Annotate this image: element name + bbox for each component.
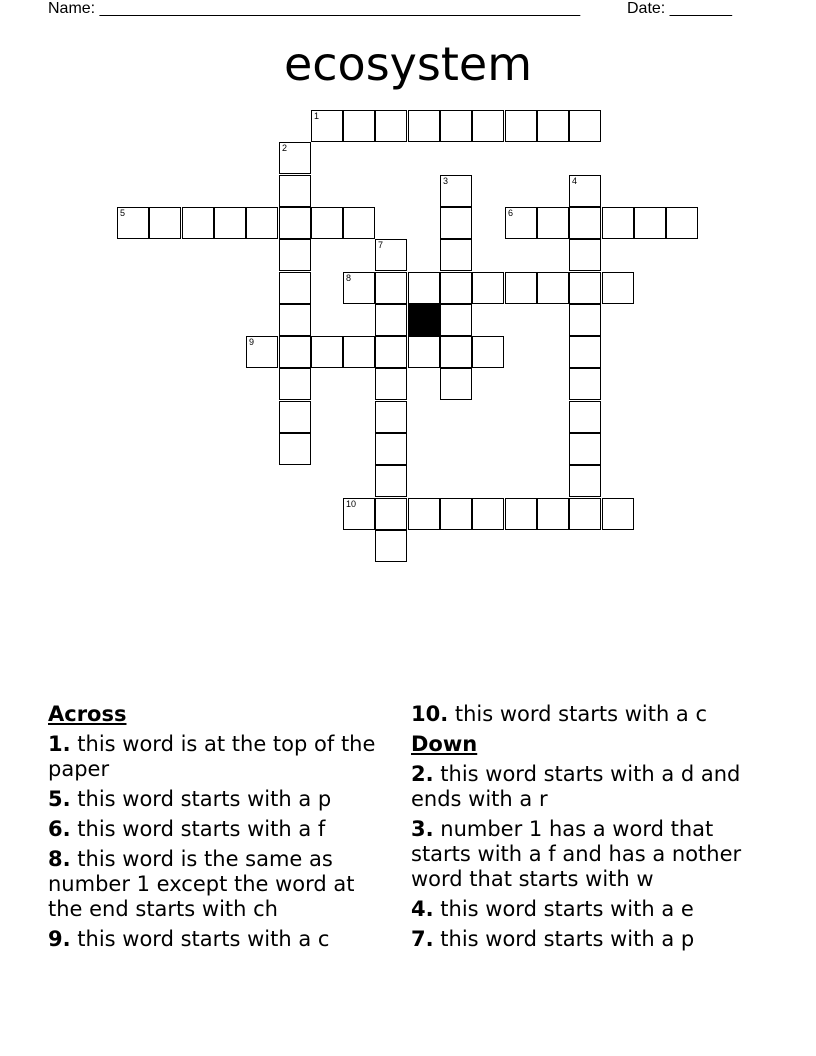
grid-cell[interactable] (375, 239, 407, 271)
grid-cell[interactable] (311, 336, 343, 368)
grid-cell[interactable] (117, 207, 149, 239)
grid-cell[interactable] (569, 465, 601, 497)
grid-cell[interactable] (279, 336, 311, 368)
grid-cell[interactable] (440, 368, 472, 400)
grid-cell[interactable] (537, 207, 569, 239)
clue-across-5: 5. this word starts with a p (48, 787, 332, 811)
grid-cell[interactable] (440, 110, 472, 142)
grid-cell[interactable] (569, 175, 601, 207)
grid-cell[interactable] (343, 498, 375, 530)
across-heading: Across (48, 702, 127, 726)
grid-cell[interactable] (602, 207, 634, 239)
grid-cell[interactable] (279, 175, 311, 207)
grid-cell[interactable] (472, 272, 504, 304)
clues-left-column (48, 702, 393, 957)
clue-across-10: 10. this word starts with a c (411, 702, 708, 726)
clue-number: 3 (443, 176, 449, 186)
grid-cell[interactable] (408, 336, 440, 368)
grid-cell[interactable] (214, 207, 246, 239)
clue-number: 10 (346, 499, 357, 509)
grid-cell[interactable] (569, 433, 601, 465)
grid-cell[interactable] (440, 207, 472, 239)
grid-cell[interactable] (569, 110, 601, 142)
grid-cell[interactable] (375, 110, 407, 142)
clue-number: 5 (120, 208, 126, 218)
clue-down-4: 4. this word starts with a e (411, 897, 694, 921)
clue-down-2: 2. this word starts with a d and ends with a r (411, 762, 741, 811)
grid-cell[interactable] (343, 207, 375, 239)
grid-cell[interactable] (440, 498, 472, 530)
name-field[interactable]: Name: ______________________________________________________ (48, 0, 581, 17)
grid-cell[interactable] (569, 368, 601, 400)
grid-cell[interactable] (634, 207, 666, 239)
grid-cell[interactable] (440, 304, 472, 336)
grid-cell[interactable] (375, 272, 407, 304)
clue-number: 9 (249, 337, 255, 347)
grid-cell[interactable] (311, 207, 343, 239)
grid-cell[interactable] (569, 498, 601, 530)
grid-cell[interactable] (279, 401, 311, 433)
grid-cell[interactable] (472, 336, 504, 368)
clue-number: 1 (314, 111, 320, 121)
grid-cell[interactable] (537, 272, 569, 304)
grid-cell[interactable] (375, 433, 407, 465)
grid-cell[interactable] (569, 239, 601, 271)
grid-cell[interactable] (279, 239, 311, 271)
grid-cell[interactable] (343, 110, 375, 142)
grid-cell[interactable] (440, 175, 472, 207)
grid-cell[interactable] (472, 498, 504, 530)
clue-number: 6 (508, 208, 514, 218)
grid-cell[interactable] (408, 272, 440, 304)
grid-cell[interactable] (375, 401, 407, 433)
grid-cell[interactable] (569, 207, 601, 239)
grid-cell[interactable] (149, 207, 181, 239)
grid-cell[interactable] (279, 368, 311, 400)
clue-across-9: 9. this word starts with a c (48, 927, 330, 951)
clue-down-3: 3. number 1 has a word that starts with a f and has a nother word that starts with w (411, 817, 742, 891)
grid-cell[interactable] (505, 272, 537, 304)
grid-cell[interactable] (182, 207, 214, 239)
grid-cell[interactable] (343, 272, 375, 304)
clue-down-7: 7. this word starts with a p (411, 927, 695, 951)
grid-cell[interactable] (246, 207, 278, 239)
grid-cell[interactable] (279, 207, 311, 239)
grid-cell[interactable] (375, 304, 407, 336)
grid-cell[interactable] (375, 465, 407, 497)
grid-cell[interactable] (246, 336, 278, 368)
grid-cell[interactable] (505, 207, 537, 239)
grid-cell[interactable] (375, 530, 407, 562)
grid-cell[interactable] (569, 272, 601, 304)
grid-cell[interactable] (343, 336, 375, 368)
grid-cell[interactable] (505, 110, 537, 142)
grid-cell[interactable] (279, 304, 311, 336)
grid-cell[interactable] (569, 401, 601, 433)
grid-cell[interactable] (375, 336, 407, 368)
puzzle-title: ecosystem (283, 37, 533, 91)
grid-cell[interactable] (279, 433, 311, 465)
grid-cell[interactable] (505, 498, 537, 530)
grid-cell[interactable] (472, 110, 504, 142)
down-heading: Down (411, 732, 478, 756)
grid-cell[interactable] (537, 110, 569, 142)
clue-across-6: 6. this word starts with a f (48, 817, 326, 841)
grid-cell[interactable] (375, 498, 407, 530)
clue-across-1: 1. this word is at the top of the paper (48, 732, 376, 781)
clue-number: 7 (378, 240, 384, 250)
clue-number: 2 (282, 143, 288, 153)
grid-cell[interactable] (279, 272, 311, 304)
grid-cell[interactable] (440, 336, 472, 368)
grid-cell[interactable] (408, 110, 440, 142)
grid-cell[interactable] (537, 498, 569, 530)
grid-cell[interactable] (440, 239, 472, 271)
grid-cell[interactable] (375, 368, 407, 400)
grid-cell[interactable] (279, 142, 311, 174)
grid-cell[interactable] (569, 336, 601, 368)
clue-number: 4 (572, 176, 578, 186)
clue-across-8: 8. this word is the same as number 1 except the word at the end starts with ch (48, 847, 355, 921)
grid-cell[interactable] (311, 110, 343, 142)
grid-cell[interactable] (569, 304, 601, 336)
date-field[interactable]: Date: _______ (627, 0, 732, 17)
grid-cell[interactable] (602, 272, 634, 304)
black-cell (408, 304, 440, 336)
grid-cell[interactable] (440, 272, 472, 304)
clue-number: 8 (346, 273, 352, 283)
clues-right-column (411, 702, 776, 957)
grid-cell[interactable] (602, 498, 634, 530)
grid-cell[interactable] (666, 207, 698, 239)
grid-cell[interactable] (408, 498, 440, 530)
